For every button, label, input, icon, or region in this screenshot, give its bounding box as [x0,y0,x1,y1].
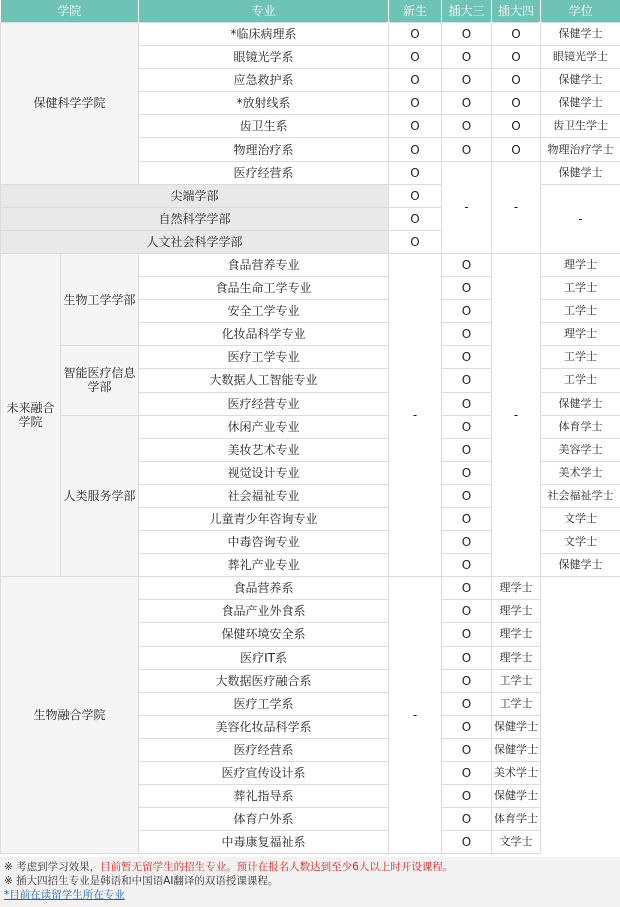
major-cell: 美妆艺术专业 [139,438,389,461]
major-cell: 化妆品科学专业 [139,323,389,346]
transfer3-cell: O [442,300,492,323]
degree-cell: 保健学士 [492,715,541,738]
transfer3-cell: O [442,277,492,300]
major-cell: 保健环境安全系 [139,623,389,646]
degree-cell: 保健学士 [492,785,541,808]
transfer3-cell: O [442,23,492,46]
freshman-cell: O [389,230,442,253]
freshman-cell: O [389,161,442,184]
department-name: 生物工学学部 [61,253,139,345]
footnotes [0,857,620,907]
degree-cell: 物理治疗学士 [541,138,620,161]
footnote-1-highlight: 目前暂无留学生的招生专业。预计在报名人数达到至少6人以上时开设课程。 [100,861,454,873]
transfer4-cell: O [442,715,492,738]
major-cell: 儿童青少年咨询专业 [139,507,389,530]
degree-cell: 文学士 [492,831,541,854]
degree-cell: 工学士 [541,277,620,300]
footnote-2: ※ 插大四招生专业是韩语和中国语AI翻译的双语授课课程。 [4,875,279,887]
transfer4-cell: O [442,831,492,854]
table-row [1,23,620,46]
major-cell: 医疗宣传设计系 [139,762,389,785]
degree-cell: 理学士 [492,646,541,669]
transfer3-cell: O [442,461,492,484]
header-freshman: 新生 [389,0,442,23]
major-cell: 医疗工学系 [139,692,389,715]
freshman-cell: O [389,184,442,207]
degree-cell: 保健学士 [541,69,620,92]
header-college: 学院 [1,0,139,23]
degree-cell: 工学士 [541,300,620,323]
transfer4-cell: O [492,138,541,161]
degree-cell: 工学士 [492,669,541,692]
footnote-1-prefix: ※ 考虑到学习效果， [4,861,101,873]
major-cell: 视觉设计专业 [139,461,389,484]
transfer4-dash: - [492,253,541,576]
college-name: 未来融合学院 [1,253,61,576]
degree-cell: 文学士 [541,507,620,530]
degree-dash: - [541,184,620,253]
degree-cell: 理学士 [541,323,620,346]
degree-cell: 保健学士 [541,554,620,577]
transfer4-cell: O [442,738,492,761]
major-cell: *临床病理系 [139,23,389,46]
transfer4-cell: O [442,623,492,646]
transfer4-cell: O [492,92,541,115]
major-cell: *放射线系 [139,92,389,115]
major-cell: 医疗经营系 [139,738,389,761]
major-cell: 体育户外系 [139,808,389,831]
major-cell: 休闲产业专业 [139,415,389,438]
footnote-1 [4,860,616,874]
major-cell: 眼镜光学系 [139,46,389,69]
division-name: 自然科学学部 [1,207,389,230]
degree-cell: 体育学士 [492,808,541,831]
major-cell: 物理治疗系 [139,138,389,161]
transfer4-cell: O [442,577,492,600]
major-cell: 医疗IT系 [139,646,389,669]
major-cell: 大数据人工智能专业 [139,369,389,392]
major-cell: 美容化妆品科学系 [139,715,389,738]
degree-cell: 保健学士 [492,738,541,761]
transfer3-cell: O [442,507,492,530]
transfer3-cell: O [442,369,492,392]
transfer3-cell: O [442,392,492,415]
degree-cell: 体育学士 [541,415,620,438]
degree-cell: 美术学士 [492,762,541,785]
degree-cell: 保健学士 [541,161,620,184]
transfer4-cell: O [442,808,492,831]
degree-cell: 理学士 [492,577,541,600]
degree-cell: 社会福祉学士 [541,484,620,507]
degree-cell: 眼镜光学士 [541,46,620,69]
degree-cell: 保健学士 [541,23,620,46]
freshman-cell: O [389,207,442,230]
transfer4-cell: O [492,115,541,138]
major-cell: 食品产业外食系 [139,600,389,623]
transfer4-dash: - [492,161,541,253]
freshman-cell: O [389,69,442,92]
transfer3-cell: O [442,92,492,115]
major-cell: 应急救护系 [139,69,389,92]
transfer3-cell: O [442,138,492,161]
transfer3-cell: O [442,253,492,276]
major-cell: 葬礼产业专业 [139,554,389,577]
current-students-link[interactable]: *目前在读留学生所在专业 [4,889,125,901]
degree-cell: 文学士 [541,531,620,554]
major-cell: 医疗经营系 [139,161,389,184]
freshman-cell: O [389,23,442,46]
degree-cell: 工学士 [541,369,620,392]
transfer3-cell: O [442,415,492,438]
transfer3-cell: O [442,115,492,138]
transfer4-cell: O [492,46,541,69]
major-cell: 安全工学专业 [139,300,389,323]
major-cell: 大数据医疗融合系 [139,669,389,692]
table-row [1,577,620,600]
transfer4-cell: O [442,785,492,808]
major-cell: 中毒咨询专业 [139,531,389,554]
transfer3-cell: O [442,484,492,507]
transfer3-dash: - [389,577,442,854]
transfer3-cell: O [442,46,492,69]
transfer4-cell: O [442,646,492,669]
major-cell: 医疗经营专业 [139,392,389,415]
major-cell: 食品营养系 [139,577,389,600]
college-name: 保健科学学院 [1,23,139,185]
header-degree: 学位 [541,0,620,23]
freshman-cell: O [389,46,442,69]
degree-cell: 工学士 [541,346,620,369]
transfer3-cell: O [442,554,492,577]
division-name: 尖端学部 [1,184,389,207]
major-cell: 社会福祉专业 [139,484,389,507]
freshman-dash: - [389,253,442,576]
major-cell: 医疗工学专业 [139,346,389,369]
degree-cell: 保健学士 [541,92,620,115]
header-transfer4: 插大四 [492,0,541,23]
degree-cell: 美容学士 [541,438,620,461]
degree-cell: 理学士 [541,253,620,276]
transfer3-dash: - [442,161,492,253]
freshman-cell: O [389,92,442,115]
major-cell: 食品营养专业 [139,253,389,276]
degree-cell: 齿卫生学士 [541,115,620,138]
transfer4-cell: O [442,762,492,785]
transfer3-cell: O [442,346,492,369]
table-header [1,0,620,23]
degree-cell: 理学士 [492,623,541,646]
header-major: 专业 [139,0,389,23]
degree-cell: 保健学士 [541,392,620,415]
transfer4-cell: O [442,600,492,623]
table-row [1,253,620,276]
major-cell: 齿卫生系 [139,115,389,138]
department-name: 人类服务学部 [61,415,139,577]
degree-cell: 理学士 [492,600,541,623]
transfer3-cell: O [442,531,492,554]
transfer4-cell: O [492,23,541,46]
freshman-cell: O [389,115,442,138]
degree-cell: 工学士 [492,692,541,715]
transfer4-cell: O [492,69,541,92]
header-transfer3: 插大三 [442,0,492,23]
transfer4-cell: O [442,692,492,715]
transfer4-cell: O [442,669,492,692]
college-name: 生物融合学院 [1,577,139,854]
department-name: 智能医疗信息学部 [61,346,139,415]
major-cell: 葬礼指导系 [139,785,389,808]
degree-cell: 美术学士 [541,461,620,484]
major-cell: 中毒康复福祉系 [139,831,389,854]
transfer3-cell: O [442,438,492,461]
transfer3-cell: O [442,69,492,92]
major-cell: 食品生命工学专业 [139,277,389,300]
freshman-cell: O [389,138,442,161]
division-name: 人文社会科学学部 [1,230,389,253]
transfer3-cell: O [442,323,492,346]
